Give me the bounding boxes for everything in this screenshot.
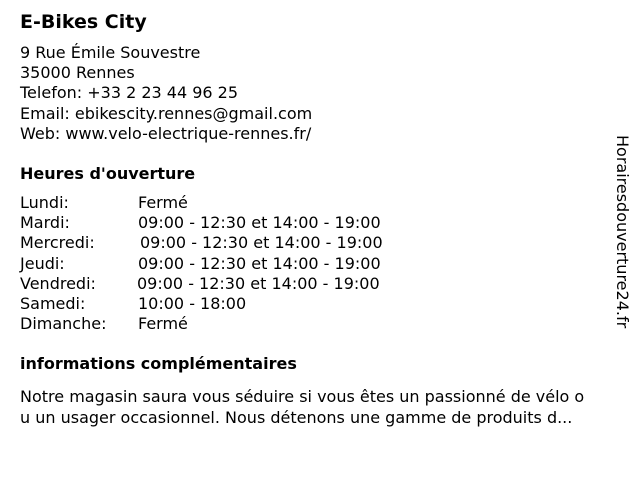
address-street: 9 Rue Émile Souvestre: [20, 43, 201, 62]
hours-row-sunday: [20, 314, 383, 334]
address-city: 35000 Rennes: [20, 63, 135, 83]
email-line: Email: ebikescity.rennes@gmail.com: [20, 103, 313, 123]
site-watermark: [609, 135, 635, 345]
hours-time: 09:00 - 12:30 et 14:00 - 19:00: [137, 273, 380, 293]
opening-hours-table: [20, 193, 383, 334]
hours-time: 09:00 - 12:30 et 14:00 - 19:00: [138, 213, 381, 233]
hours-row-saturday: [20, 294, 383, 314]
hours-day: Samedi:: [20, 294, 86, 314]
opening-hours-heading: Heures d'ouverture: [20, 164, 196, 183]
hours-day: Mercredi:: [20, 233, 95, 253]
hours-row-tuesday: [20, 213, 383, 233]
hours-time: 09:00 - 12:30 et 14:00 - 19:00: [138, 253, 381, 273]
hours-day: Mardi:: [20, 213, 70, 233]
hours-day: Vendredi:: [20, 273, 96, 293]
hours-row-thursday: [20, 254, 383, 274]
watermark-text: Horairesdouverture24.fr: [613, 135, 632, 329]
hours-row-wednesday: [20, 233, 383, 253]
business-description: [20, 386, 632, 428]
hours-day: Jeudi:: [20, 253, 65, 273]
phone-line: Telefon: +33 2 23 44 96 25: [20, 83, 239, 103]
description-line: Notre magasin saura vous séduire si vous êtes un passionné de vélo o: [20, 387, 585, 406]
hours-time: 09:00 - 12:30 et 14:00 - 19:00: [140, 233, 383, 253]
hours-time: Fermé: [138, 314, 188, 334]
contact-block: [20, 43, 312, 144]
additional-info-heading: informations complémentaires: [20, 354, 297, 373]
hours-day: Dimanche:: [20, 314, 107, 334]
hours-day: Lundi:: [20, 193, 69, 212]
web-line: Web: www.velo-electrique-rennes.fr/: [20, 123, 312, 143]
hours-row-monday: [20, 193, 383, 213]
hours-time: Fermé: [138, 193, 188, 212]
hours-row-friday: [20, 274, 383, 294]
description-line: u un usager occasionnel. Nous détenons une gamme de produits d...: [20, 408, 573, 427]
hours-time: 10:00 - 18:00: [138, 294, 247, 314]
business-name: E-Bikes City: [20, 11, 147, 33]
